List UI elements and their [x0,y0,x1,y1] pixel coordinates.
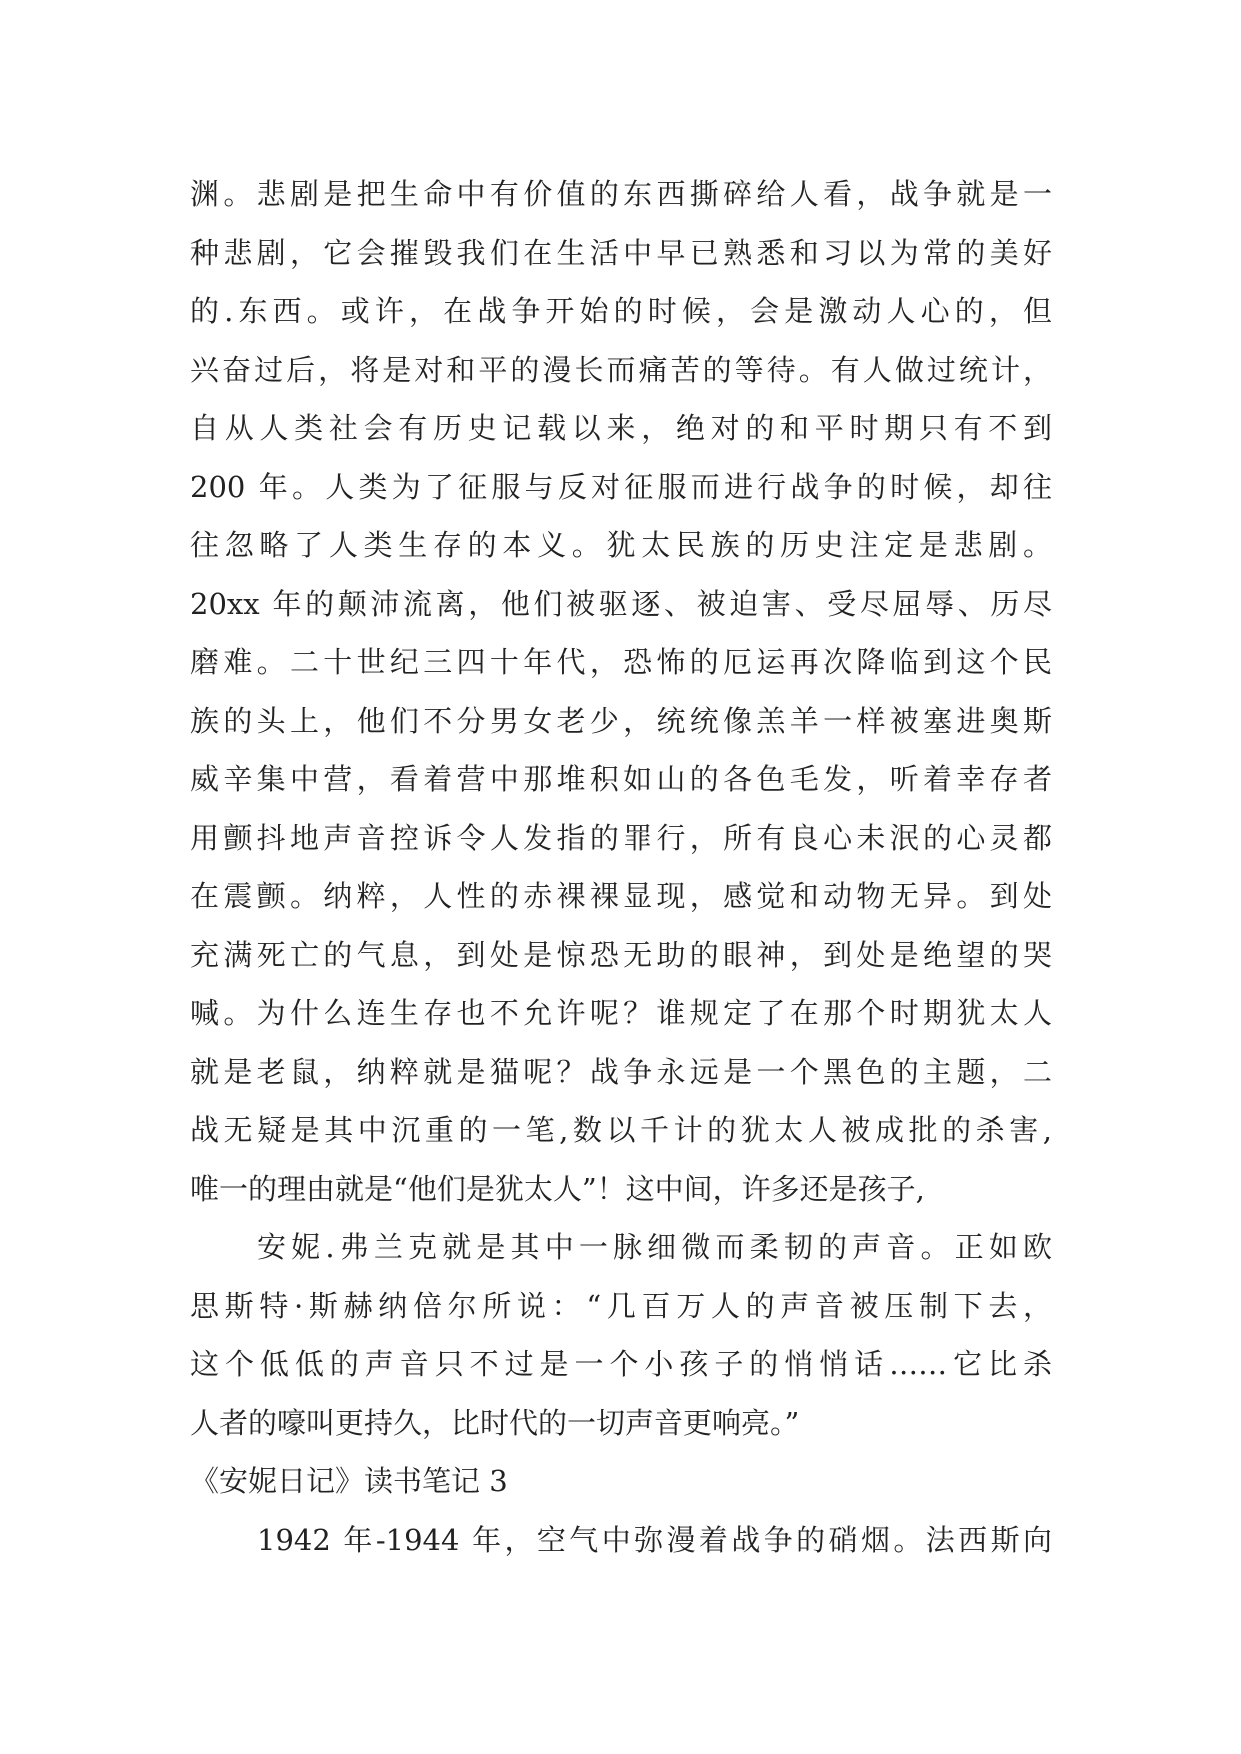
text-line: 唯一的理由就是“他们是犹太人”！这中间，许多还是孩子, [190,1171,925,1206]
text-line: 思斯特·斯赫纳倍尔所说：“几百万人的声音被压制下去， [190,1288,1052,1323]
text-line: 兴奋过后，将是对和平的漫长而痛苦的等待。有人做过统计， [190,352,1052,387]
text-line: 在震颤。纳粹，人性的赤裸裸显现，感觉和动物无异。到处 [190,879,1052,913]
text-line: 渊。悲剧是把生命中有价值的东西撕碎给人看，战争就是一 [190,177,1052,211]
text-line: 往忽略了人类生存的本义。犹太民族的历史注定是悲剧。 [190,528,1052,562]
text-line: 磨难。二十世纪三四十年代，恐怖的厄运再次降临到这个民 [190,645,1052,679]
text-line: 威辛集中营，看着营中那堆积如山的各色毛发，听着幸存者 [190,762,1052,796]
text-line: 战无疑是其中沉重的一笔,数以千计的犹太人被成批的杀害, [190,1113,1052,1147]
text-line: 人者的嚎叫更持久，比时代的一切声音更响亮。” [190,1405,800,1440]
text-line: 自从人类社会有历史记载以来，绝对的和平时期只有不到 [190,411,1052,445]
text-line: 充满死亡的气息，到处是惊恐无助的眼神，到处是绝望的哭 [190,937,1052,972]
text-line: 喊。为什么连生存也不允许呢？谁规定了在那个时期犹太人 [190,996,1052,1030]
paragraph-3 [190,1511,1052,1570]
paragraph-1 [190,165,1052,1218]
section-heading: 《安妮日记》读书笔记 3 [190,1464,508,1498]
text-line: 200 年。人类为了征服与反对征服而进行战争的时候，却往 [190,469,1052,504]
text-line: 用颤抖地声音控诉令人发指的罪行，所有良心未泯的心灵都 [190,820,1052,855]
text-line: 种悲剧，它会摧毁我们在生活中早已熟悉和习以为常的美好 [190,235,1052,270]
text-line: 这个低低的声音只不过是一个小孩子的悄悄话……它比杀 [190,1347,1052,1381]
text-line: 20xx 年的颠沛流离，他们被驱逐、被迫害、受尽屈辱、历尽 [190,586,1052,621]
text-line: 就是老鼠，纳粹就是猫呢？战争永远是一个黑色的主题，二 [190,1054,1052,1089]
paragraph-2 [190,1218,1052,1452]
text-line: 的.东西。或许，在战争开始的时候，会是激动人心的，但 [190,294,1052,328]
document-body [190,165,1052,1569]
text-line: 1942 年-1944 年，空气中弥漫着战争的硝烟。法西斯向 [257,1522,1052,1557]
text-line: 族的头上，他们不分男女老少，统统像羔羊一样被塞进奥斯 [190,703,1052,738]
text-line: 安妮.弗兰克就是其中一脉细微而柔韧的声音。正如欧 [257,1230,1052,1264]
